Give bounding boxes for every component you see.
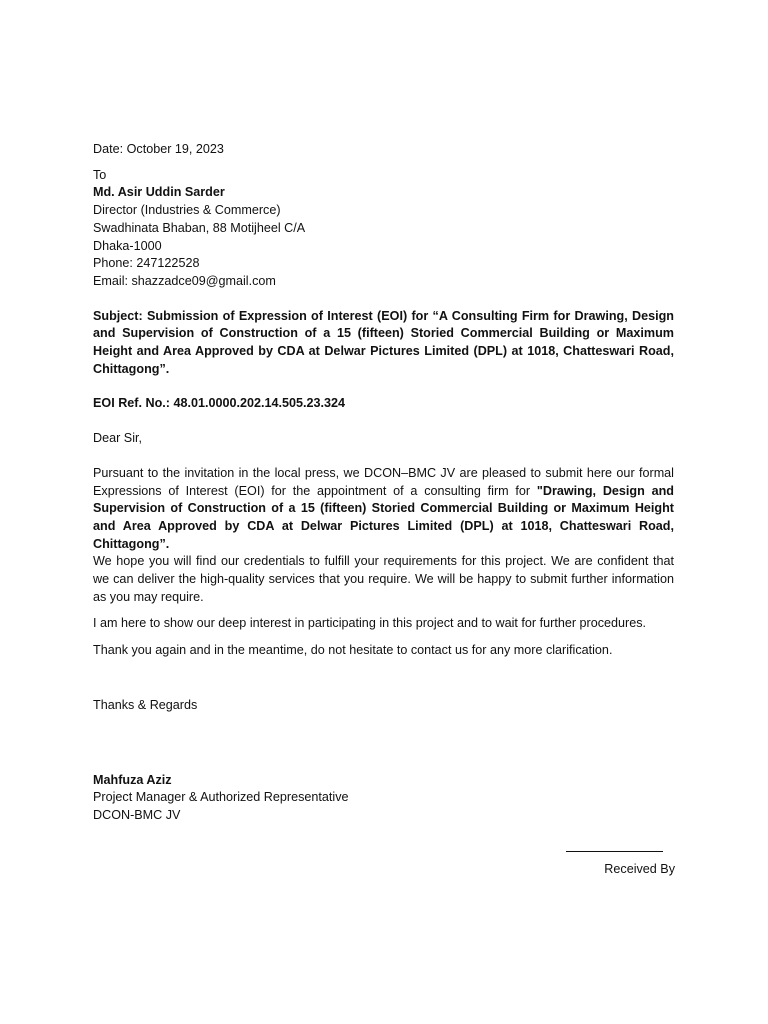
recipient-address-line1: Swadhinata Bhaban, 88 Motijheel C/A [93, 220, 306, 235]
recipient-block [93, 167, 674, 291]
to-label: To [93, 167, 107, 182]
recipient-phone: Phone: 247122528 [93, 256, 200, 271]
subject-line: Subject: Submission of Expression of Interest (EOI) for “A Consulting Firm for Drawing, Design and Supervision of Construction of a 15 (fifteen) Storied Commercial Building or Maximum Height and Area Approved by CDA at Delwar Pictures Limited (DPL) at 1018, Chatteswari Road, Chittagong”. [93, 308, 674, 376]
letter-date: Date: October 19, 2023 [93, 142, 224, 156]
body-paragraph-4: Thank you again and in the meantime, do not hesitate to contact us for any more clarification. [93, 643, 613, 658]
signature-line [566, 851, 663, 852]
body-paragraph-2: We hope you will find our credentials to fulfill your requirements for this project. We are confident that we can deliver the high-quality services that you require. We will be happy to submit further information as you may require. [93, 554, 674, 604]
sender-company: DCON-BMC JV [93, 807, 181, 822]
salutation: Dear Sir, [93, 431, 142, 446]
body-paragraph-1-intro: Pursuant to the invitation in the local press, we DCON–BMC JV are pleased to submit here our formal Expressions of Interest (EOI) for the appointment of a consulting firm for [93, 465, 674, 498]
body-paragraph-1-project: "Drawing, Design and Supervision of Construction of a 15 (fifteen) Storied Commercial Building or Maximum Height and Area Approved by CDA at Delwar Pictures Limited (DPL) at 1018, Chatteswari Road, Chittagong”. [93, 483, 674, 551]
received-by-block [566, 851, 675, 876]
body-paragraph-1 [93, 465, 674, 554]
recipient-title: Director (Industries & Commerce) [93, 203, 281, 218]
sender-title: Project Manager & Authorized Representative [93, 790, 349, 805]
body-paragraph-3: I am here to show our deep interest in participating in this project and to wait for further procedures. [93, 616, 647, 631]
sender-block [93, 772, 674, 825]
eoi-reference: EOI Ref. No.: 48.01.0000.202.14.505.23.324 [93, 396, 346, 411]
received-by-label: Received By [604, 862, 675, 876]
recipient-address-line2: Dhaka-1000 [93, 238, 162, 253]
letter-body [93, 141, 674, 825]
closing: Thanks & Regards [93, 697, 198, 712]
sender-name: Mahfuza Aziz [93, 772, 172, 787]
recipient-name: Md. Asir Uddin Sarder [93, 185, 225, 200]
recipient-email: Email: shazzadce09@gmail.com [93, 273, 276, 288]
